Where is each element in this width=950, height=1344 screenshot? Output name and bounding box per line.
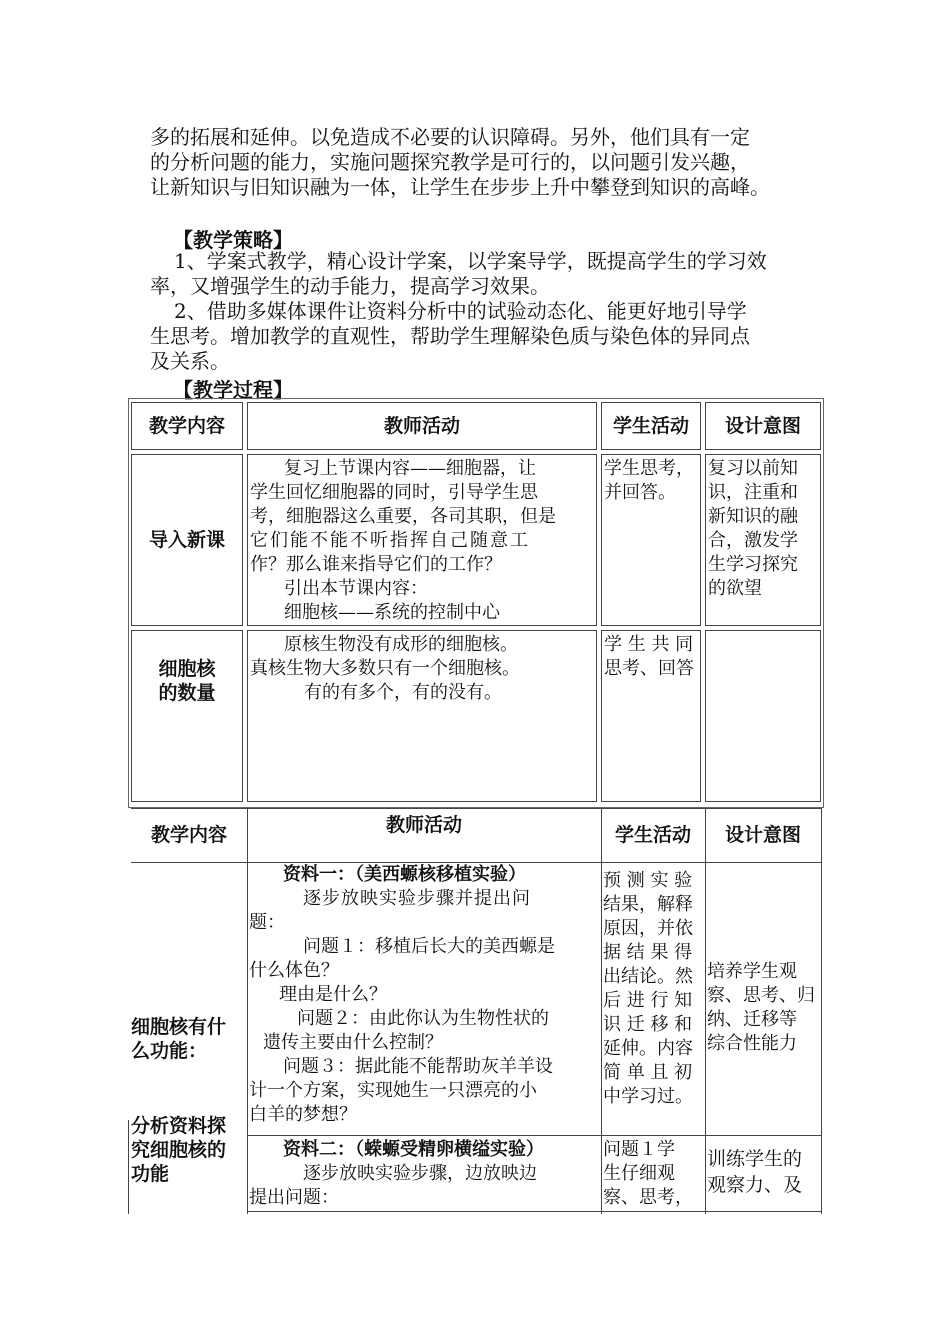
table-line <box>601 808 602 1214</box>
student-line: 问题１学 <box>603 1139 675 1160</box>
student-line: 预 测 实 验 <box>603 870 693 891</box>
teacher-line: 问题３：据此能不能帮助灰羊羊设 <box>283 1056 553 1077</box>
teacher-line: 细胞核——系统的控制中心 <box>284 602 500 623</box>
material-1-title: 资料一：（美西螈核移植实验） <box>283 864 526 885</box>
student-line: 思考、回答 <box>604 658 694 679</box>
table-line <box>131 862 247 863</box>
teacher-line: 引出本节课内容： <box>284 578 428 599</box>
student-line: 学生思考， <box>604 458 694 479</box>
row-count-design <box>705 630 821 802</box>
teacher-line: 复习上节课内容——细胞器，让 <box>284 458 536 479</box>
teacher-line: 作？那么谁来指导它们的工作？ <box>250 554 502 575</box>
content-label: 究细胞核的 <box>131 1139 227 1161</box>
teacher-line: 计一个方案，实现她生一只漂亮的小 <box>249 1080 537 1101</box>
teacher-line: 逐步放映实验步骤，边放映边 <box>303 1163 537 1184</box>
process-heading: 【教学过程】 <box>173 378 293 402</box>
function-content-a <box>131 1015 247 1063</box>
design-line: 复习以前知 <box>708 458 798 479</box>
student-line: 中学习过。 <box>603 1086 693 1107</box>
strategy-line: 1、学案式教学，精心设计学案，以学案导学，既提高学生的学习效 <box>174 249 767 273</box>
teacher-line: 问题２：由此你认为生物性状的 <box>297 1008 549 1029</box>
material-1-student <box>603 869 705 1109</box>
content-label: 导入新课 <box>148 529 225 551</box>
content-label: 的数量 <box>158 682 216 704</box>
header-student: 学生活动 <box>614 824 691 846</box>
table-line <box>247 808 248 1214</box>
teacher-line: 学生回忆细胞器的同时，引导学生思 <box>250 482 538 503</box>
teacher-line: 问题１：移植后长大的美西螈是 <box>303 936 555 957</box>
design-line: 的欲望 <box>708 578 762 599</box>
student-line: 出结论。然 <box>603 966 693 987</box>
student-line: 察、思考， <box>603 1187 693 1208</box>
intro-paragraph <box>150 125 820 200</box>
row-count-student <box>601 630 701 802</box>
design-line: 训练学生的 <box>707 1148 803 1170</box>
strategy-line: 生思考。增加教学的直观性，帮助学生理解染色质与染色体的异同点 <box>150 324 750 348</box>
table-line <box>705 808 706 1214</box>
header-teacher: 教师活动 <box>247 402 597 450</box>
function-content-b <box>131 1114 247 1186</box>
row-count-teacher <box>247 630 597 802</box>
table-line <box>821 808 822 1214</box>
header-content: 教学内容 <box>150 824 227 846</box>
teacher-line: 逐步放映实验步骤并提出问 <box>303 888 531 909</box>
design-line: 识，注重和 <box>708 482 798 503</box>
material-2-design <box>707 1146 821 1198</box>
header-design: 设计意图 <box>724 824 801 846</box>
design-line: 新知识的融 <box>708 506 798 527</box>
strategy-line: 及关系。 <box>150 349 230 373</box>
student-line: 简 单 且 初 <box>603 1062 693 1083</box>
student-line: 延伸。内容 <box>603 1038 693 1059</box>
intro-line: 多的拓展和延伸。以免造成不必要的认识障碍。另外，他们具有一定 <box>150 125 750 149</box>
strategy-line: 率，又增强学生的动手能力，提高学习效果。 <box>150 274 550 298</box>
teacher-line: 理由是什么？ <box>279 984 387 1005</box>
teacher-line: 真核生物大多数只有一个细胞核。 <box>250 658 520 679</box>
material-1-design <box>707 960 821 1056</box>
strategy-paragraph <box>150 249 820 374</box>
student-line: 识 迁 移 和 <box>603 1014 693 1035</box>
material-2-student <box>603 1138 705 1210</box>
content-label: 细胞核 <box>158 658 216 680</box>
student-line: 生仔细观 <box>603 1163 675 1184</box>
design-line: 观察力、及 <box>707 1174 803 1196</box>
table-line <box>131 808 821 809</box>
intro-line: 让新知识与旧知识融为一体，让学生在步步上升中攀登到知识的高峰。 <box>150 175 770 199</box>
header-student: 学生活动 <box>601 402 701 450</box>
row-intro-content <box>131 454 243 626</box>
header-content: 教学内容 <box>131 402 243 450</box>
student-line: 学 生 共 同 <box>604 634 694 655</box>
material-1-teacher <box>249 863 599 1127</box>
design-line: 培养学生观 <box>707 961 797 982</box>
design-line: 综合性能力 <box>707 1033 797 1054</box>
teacher-line: 提出问题： <box>249 1187 339 1208</box>
content-label: 分析资料探 <box>131 1115 227 1137</box>
teacher-line: 白羊的梦想？ <box>249 1104 357 1125</box>
header-design: 设计意图 <box>705 402 821 450</box>
design-line: 纳、迁移等 <box>707 1009 797 1030</box>
design-line: 合，激发学 <box>708 530 798 551</box>
student-line: 据 结 果 得 <box>603 942 693 963</box>
strategy-heading: 【教学策略】 <box>173 228 293 252</box>
teacher-line: 题： <box>249 912 285 933</box>
student-line: 原因，并依 <box>603 918 693 939</box>
student-line: 结果，解释 <box>603 894 693 915</box>
content-label: 功能 <box>131 1163 170 1185</box>
header-teacher: 教师活动 <box>385 814 462 836</box>
teacher-line: 原核生物没有成形的细胞核。 <box>284 634 518 655</box>
teacher-line: 它们能不能不听指挥自己随意工 <box>250 530 530 551</box>
teacher-line: 什么体色？ <box>249 960 339 981</box>
strategy-line: 2、借助多媒体课件让资料分析中的试验动态化、能更好地引导学 <box>174 299 747 323</box>
content-label: 细胞核有什 <box>131 1016 227 1038</box>
row-intro-student <box>601 454 701 626</box>
table-line <box>128 1120 129 1214</box>
design-line: 生学习探究 <box>708 554 798 575</box>
row-intro-teacher <box>247 454 597 626</box>
student-line: 后 进 行 知 <box>603 990 693 1011</box>
material-2-title: 资料二：（蝾螈受精卵横缢实验） <box>283 1139 544 1160</box>
design-line: 察、思考、归 <box>707 985 815 1006</box>
content-label: 么功能： <box>131 1040 208 1062</box>
student-line: 并回答。 <box>604 482 676 503</box>
teacher-line: 考，细胞器这么重要，各司其职，但是 <box>250 506 556 527</box>
teacher-line: 有的有多个，有的没有。 <box>304 682 502 703</box>
table-line <box>247 1211 821 1212</box>
intro-line: 的分析问题的能力，实施问题探究教学是可行的，以问题引发兴趣， <box>150 150 750 174</box>
teacher-line: 遗传主要由什么控制？ <box>263 1032 443 1053</box>
table-line <box>247 1135 821 1136</box>
row-count-content <box>131 630 243 802</box>
row-intro-design <box>705 454 821 626</box>
material-2-teacher <box>249 1138 599 1210</box>
